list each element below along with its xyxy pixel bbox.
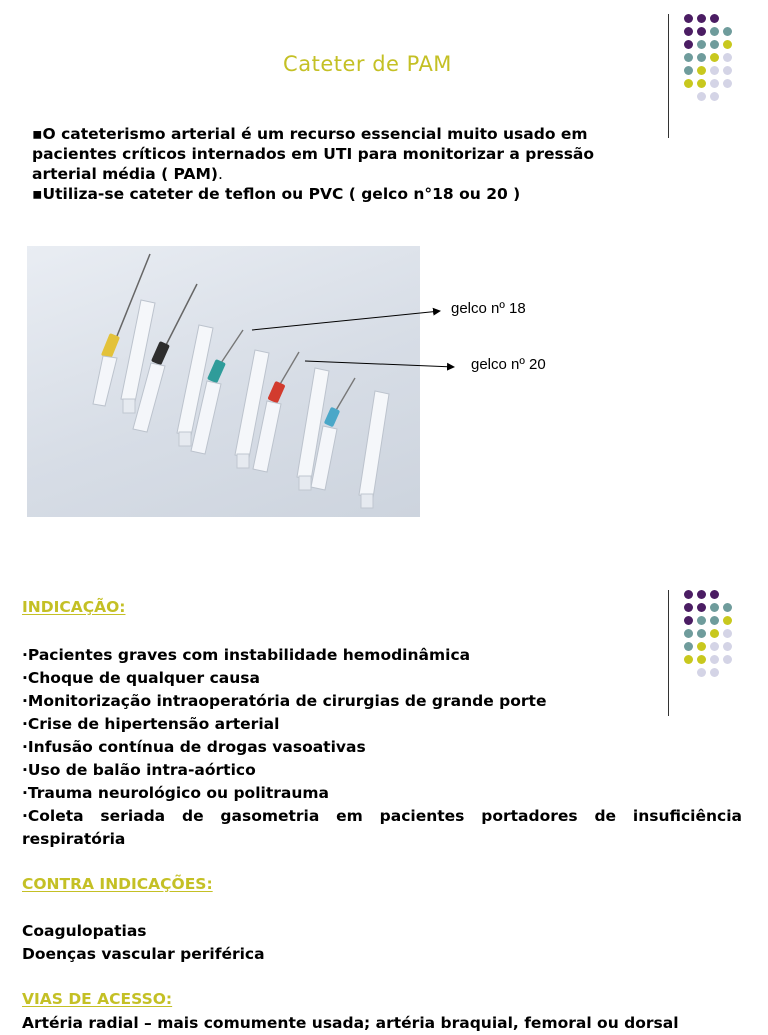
decorative-dot — [723, 629, 732, 638]
heading-contra-indicacoes: CONTRA INDICAÇÕES: — [22, 875, 213, 893]
decorative-dot — [684, 603, 693, 612]
bullet-marker: ▪ — [32, 185, 43, 203]
indication-item: ·Coleta seriada de gasometria em pacientes portadores de insuficiência respiratória — [22, 807, 742, 848]
decorative-dot — [684, 629, 693, 638]
label-gelco-18: gelco nº 18 — [451, 300, 526, 317]
decorative-dot — [684, 616, 693, 625]
bullet-marker: ▪ — [32, 125, 43, 143]
decorative-dot — [723, 603, 732, 612]
heading-indicacao: INDICAÇÃO: — [22, 598, 126, 616]
decorative-dot — [697, 629, 706, 638]
intro-paragraph-2-text: Utiliza-se cateter de teflon ou PVC ( gelco n°18 ou 20 ) — [42, 185, 521, 203]
arrow-gelco-20 — [305, 361, 454, 367]
decorative-dot — [710, 603, 719, 612]
decorative-dot — [697, 603, 706, 612]
access-text: Artéria radial – mais comumente usada; artéria braquial, femoral ou dorsal — [22, 1014, 679, 1032]
intro-paragraph-1-text: O cateterismo arterial é um recurso essencial muito usado em pacientes críticos internados em UTI para monitorizar a pressão arterial média ( PAM) — [32, 125, 595, 183]
heading-vias-de-acesso: VIAS DE ACESSO: — [22, 990, 173, 1008]
indication-item: ·Uso de balão intra-aórtico — [22, 761, 256, 779]
contra-indication-list — [22, 920, 742, 966]
indication-item: ·Infusão contínua de drogas vasoativas — [22, 738, 366, 756]
indication-item: ·Monitorização intraoperatória de cirurgias de grande porte — [22, 692, 547, 710]
intro-paragraph-1-end: . — [218, 165, 223, 183]
decorative-dot — [697, 616, 706, 625]
slide-title: Cateter de PAM — [283, 52, 452, 76]
decorative-dot — [710, 616, 719, 625]
decorative-dot — [723, 590, 732, 599]
indication-item: ·Crise de hipertensão arterial — [22, 715, 280, 733]
decorative-dot — [710, 590, 719, 599]
label-gelco-20: gelco nº 20 — [471, 356, 546, 373]
contra-indication-item: Coagulopatias — [22, 922, 147, 940]
indication-item: ·Pacientes graves com instabilidade hemodinâmica — [22, 646, 471, 664]
indication-item: ·Choque de qualquer causa — [22, 669, 260, 687]
decorative-dot — [723, 616, 732, 625]
indication-item: ·Trauma neurológico ou politrauma — [22, 784, 329, 802]
decorative-dot — [710, 629, 719, 638]
slide-indicacao — [0, 580, 768, 1032]
arrow-gelco-18 — [252, 311, 440, 330]
indication-list — [22, 644, 742, 851]
decorative-dot — [684, 590, 693, 599]
decorative-dot — [697, 590, 706, 599]
contra-indication-item: Doenças vascular periférica — [22, 945, 265, 963]
